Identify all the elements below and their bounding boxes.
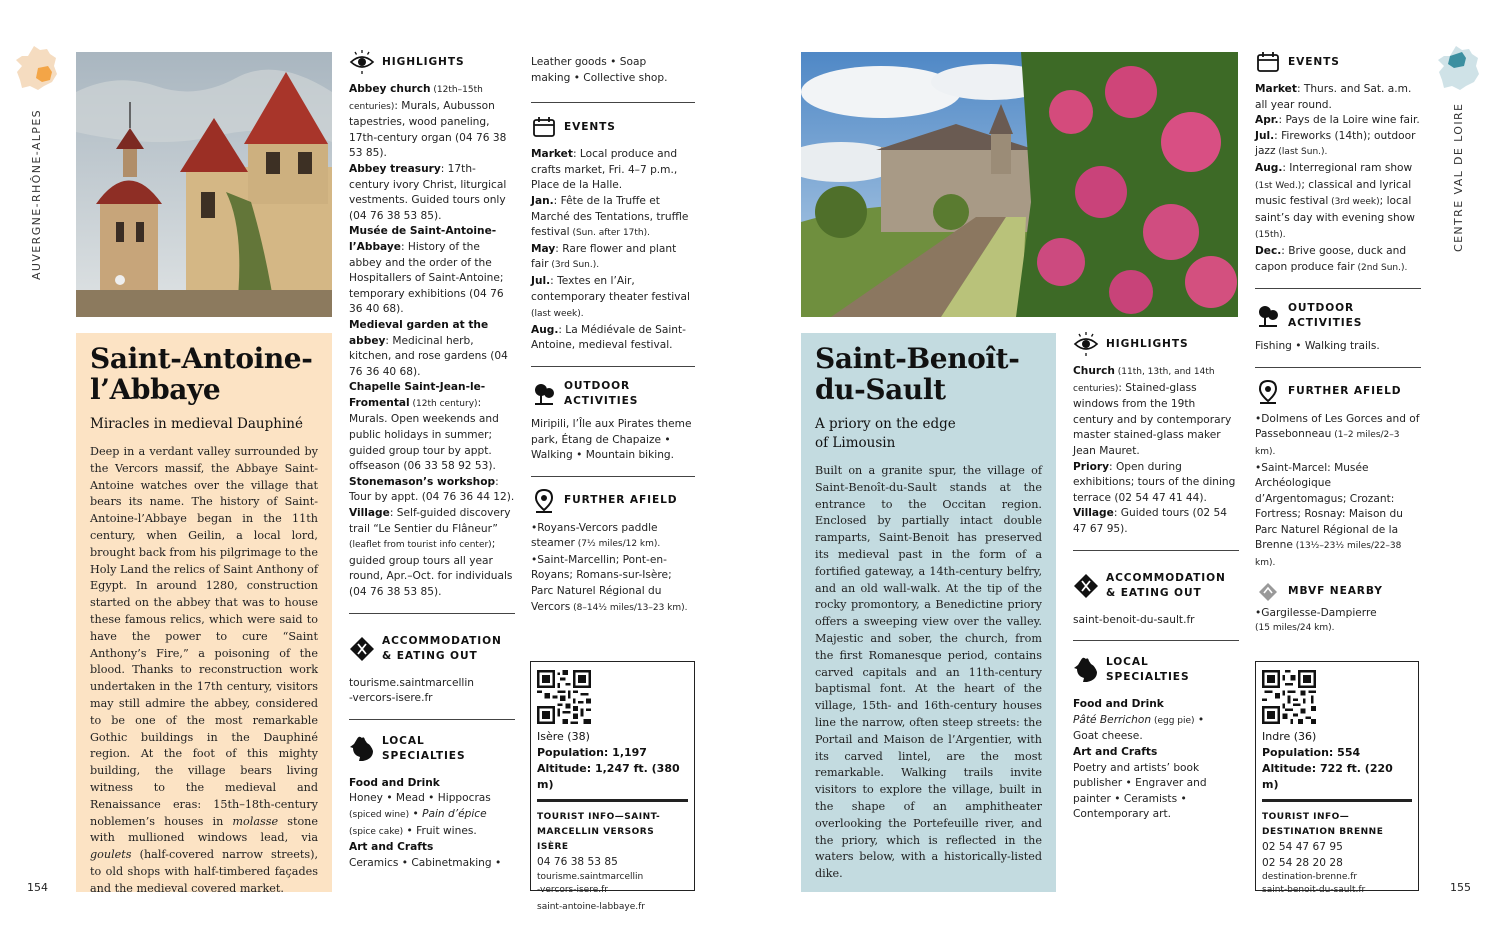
outdoor-section-left: OUTDOOR ACTIVITIES Miripili, l’Île aux Pirates theme park, Étang de Chapaize • Walking • Mountain biking.: [531, 379, 695, 477]
events-section-right: EVENTS Market: Thurs. and Sat. a.m. all year round. Apr.: Pays de la Loire wine fair. Jul.: Fireworks (14th); outdoor jazz (last Sun.). Aug.: Interregional ram show (1st Wed.); classical and lyrical music festival (3rd week); local saint’s day with evening show (15th). Dec.: Brive goose, duck and capon produce fair (2nd Sun.).: [1255, 50, 1421, 289]
event-item: Jan.: Fête de la Truffe et Marché des Tentations, truffle festival (Sun. after 17th).: [531, 194, 689, 239]
afield-section-left: FURTHER AFIELD •Royans-Vercors paddle steamer (7½ miles/12 km). •Saint-Marcellin; Pont-en-Royans; Romans-sur-Isère; Parc Naturel Régional du Vercors (8–14½ miles/13–23 km).: [531, 489, 695, 623]
info-altitude-left: Altitude: 1,247 ft. (380 m): [537, 762, 680, 791]
afield-item: •Dolmens of Les Gorces and of Passebonneau (1–2 miles/2–3 km).: [1255, 412, 1420, 457]
event-item: Market: Local produce and crafts market, Fri. 4–7 p.m., Place de la Halle.: [531, 148, 678, 192]
info-population-right: Population: 554: [1262, 746, 1361, 759]
accommodation-link-left[interactable]: tourisme.saintmarcellin -vercors-isere.fr: [349, 676, 475, 705]
page-number-left: 154: [27, 881, 48, 894]
tourist-phone-right: 02 54 47 67 95 02 54 28 20 28: [1262, 841, 1343, 869]
arts-continued-left: Leather goods • Soap making • Collective shop.: [531, 55, 695, 103]
event-item: Apr.: Pays de la Loire wine fair.: [1255, 114, 1420, 127]
fork-knife-icon: [1073, 574, 1099, 598]
food-heading-right: Food and Drink: [1073, 698, 1164, 711]
info-column-right-2: [1255, 50, 1421, 637]
accommodation-link-right[interactable]: saint-benoit-du-sault.fr: [1073, 613, 1195, 626]
calendar-icon: [1255, 50, 1281, 74]
afield-item: •Royans-Vercors paddle steamer (7½ miles/12 km).: [531, 521, 661, 550]
highlight-item: Abbey treasury: 17th-century ivory Christ, liturgical vestments. Guided tours only (04 76 38 53 85).: [349, 162, 507, 222]
afield-section-right: FURTHER AFIELD •Dolmens of Les Gorces and of Passebonneau (1–2 miles/2–3 km). •Saint-Marcel: Musée Archéologique d’Argentomagus; Crozant: Fortress; Rosnay: Maison du Parc Naturel Régional de la Brenne (13½–23½ miles/22–38 km).: [1255, 380, 1421, 576]
region-label-left: AUVERGNE-RHÔNE-ALPES: [30, 108, 43, 280]
food-list-left: Honey • Mead • Hippocras (spiced wine) • Pain d’épice (spice cake) • Fruit wines.: [349, 792, 491, 837]
arts-heading-left: Art and Crafts: [349, 841, 434, 854]
map-pin-icon: [531, 489, 557, 513]
event-item: Aug.: La Médiévale de Saint-Antoine, medieval festival.: [531, 323, 686, 352]
event-item: Jul.: Fireworks (14th); outdoor jazz (last Sun.).: [1255, 129, 1416, 158]
info-column-left-2: [531, 55, 695, 628]
specialties-section-left: LOCAL SPECIALTIES Food and Drink Honey • Mead • Hippocras (spiced wine) • Pain d’épice (spice cake) • Fruit wines. Art and Crafts Ceramics • Cabinetmaking •: [349, 732, 515, 884]
info-column-right-1: [1073, 332, 1239, 847]
outdoor-text-left: Miripili, l’Île aux Pirates theme park, Étang de Chapaize • Walking • Mountain biking.: [531, 417, 692, 462]
info-dept-right: Indre (36): [1262, 730, 1317, 743]
event-item: Jul.: Textes en l’Air, contemporary theater festival (last week).: [531, 274, 690, 320]
subtitle-left: Miracles in medieval Dauphiné: [90, 416, 303, 432]
tourist-web-left[interactable]: tourisme.saintmarcellin -vercors-isere.fr: [537, 871, 644, 895]
title-panel-right: [801, 333, 1056, 892]
qr-code-icon[interactable]: [537, 670, 591, 724]
rooster-icon: [1073, 658, 1099, 682]
event-item: Dec.: Brive goose, duck and capon produce fair (2nd Sun.).: [1255, 244, 1408, 273]
rooster-icon: [349, 737, 375, 761]
food-heading-left: Food and Drink: [349, 776, 440, 789]
nearby-section-right: MBVF NEARBY •Gargilesse-Dampierre (15 miles/24 km).: [1255, 580, 1421, 637]
outdoor-section-right: OUTDOOR ACTIVITIES Fishing • Walking trails.: [1255, 301, 1421, 368]
eye-icon: [349, 50, 375, 74]
map-pin-icon: [1255, 380, 1281, 404]
page-number-right: 155: [1450, 881, 1471, 894]
outdoor-activities-icon: [531, 382, 557, 406]
highlight-item: Stonemason’s workshop: Tour by appt. (04 76 36 44 12).: [349, 475, 515, 504]
highlight-item: Medieval garden at the abbey: Medicinal herb, kitchen, and rose gardens (04 76 36 40 68).: [349, 318, 508, 378]
highlight-item: Priory: Open during exhibitions; tours of the dining terrace (02 54 47 41 44).: [1073, 460, 1236, 504]
arts-list-right: Poetry and artists’ book publisher • Engraver and painter • Ceramists • Contemporary art.: [1073, 761, 1207, 821]
highlight-item: Village: Self-guided discovery trail “Le Sentier du Flâneur” (leaflet from tourist info center); guided group tours all year round, Apr.–Oct. for individuals (04 76 38 53 85).: [349, 507, 513, 598]
arts-heading-right: Art and Crafts: [1073, 745, 1158, 758]
info-box-left: [530, 661, 695, 912]
subtitle-right: A priory on the edge of Limousin: [815, 416, 956, 451]
page-title-left: Saint-Antoine- l’Abbaye: [90, 342, 313, 406]
tourist-office-right: TOURIST INFO— DESTINATION BRENNE: [1262, 812, 1384, 837]
france-map-icon: [14, 44, 60, 92]
info-column-left-1: [349, 50, 515, 895]
qr-code-icon[interactable]: [1262, 670, 1316, 724]
highlight-item: Musée de Saint-Antoine-l’Abbaye: History of the abbey and the order of the Hospitallers of Saint-Antoine; temporary exhibitions (04 76 36 40 68).: [349, 225, 504, 316]
info-dept-left: Isère (38): [537, 730, 590, 743]
accommodation-section-right: ACCOMMODATION & EATING OUT saint-benoit-du-sault.fr: [1073, 563, 1239, 642]
tourist-office-left: TOURIST INFO—SAINT- MARCELLIN VERSORS ISÈRE: [537, 812, 661, 852]
highlight-item: Chapelle Saint-Jean-le-Fromental (12th century): Murals. Open weekends and public holidays in summer; guided group tour by appt. offseason (06 33 58 92 53).: [349, 381, 499, 473]
intro-left: Deep in a verdant valley surrounded by the Vercors massif, the Abbaye Saint-Antoine watches over the village that bears its name. The history of Saint-Antoine-l’Abbaye began in the 11th century, when Geilin, a local lord, brought back from his pilgrimage to the Holy Land the relics of Saint Anthony of Egypt. In around 1280, construction started on the abbey that was to house these famous relics, which were said to have the power to cure “Saint Anthony’s Fire,” a poisoning of the blood. Thanks to reconstruction work undertaken in the 17th century, visitors may still admire the abbey, considered to be one of the most remarkable Gothic buildings in the Dauphiné region. At the foot of this mighty building, the village bears living witness to the medieval and Renaissance eras: 15th–18th-century noblemen’s houses in molasse stone with mullioned windows lead, via goulets (half-covered narrow streets), to old shops with half-timbered façades and the medieval covered market.: [90, 445, 318, 895]
tourist-phone-left: 04 76 38 53 85: [537, 856, 618, 868]
tourist-web-right[interactable]: destination-brenne.fr saint-benoit-du-sault.fr: [1262, 872, 1366, 895]
fork-knife-icon: [349, 637, 375, 661]
outdoor-activities-icon: [1255, 304, 1281, 328]
event-item: May: Rare flower and plant fair (3rd Sun.).: [531, 242, 677, 271]
intro-right: Built on a granite spur, the village of Saint-Benoît-du-Sault stands at the entrance to the Occitan region. Enclosed by partially intact double ramparts, Saint-Benoit has preserved its medieval past in the form of a fortified gateway, a 14th-century belfry, and an old wall-walk. At the tip of the rocky promontory, a Benedictine priory offers a sweeping view over the valley. Majestic and sober, the church, from the first Romanesque period, contains carved capitals and an 11th-century baptismal font. At the heart of the village, 15th- and 16th-century houses line the narrow, often steep streets: the Portail and Maison de l’Argentier, with its carved lintel, are the most remarkable. Walking trails invite visitors to explore the village, built in the shape of an amphitheater overlooking the Portefeuille river, and the priory, which is reflected in the waters below, with a historically-listed dike.: [815, 464, 1042, 881]
afield-item: •Saint-Marcel: Musée Archéologique d’Argentomagus; Crozant: Fortress; Rosnay: Maison du Parc Naturel Régional de la Brenne (13½–23½ miles/22–38 km).: [1255, 461, 1403, 569]
photo-saint-benoit: [801, 52, 1238, 317]
highlights-section-left: HIGHLIGHTS Abbey church (12th–15th centuries): Murals, Aubusson tapestries, wood paneling, 17th-century organ (04 76 38 53 85). Abbey treasury: 17th-century ivory Christ, liturgical vestments. Guided tours only (04 76 38 53 85). Musée de Saint-Antoine-l’Abbaye: History of the abbey and the order of the Hospitallers of Saint-Antoine; temporary exhibitions (04 76 36 40 68). Medieval garden at the abbey: Medicinal herb, kitchen, and rose gardens (04 76 36 40 68). Chapelle Saint-Jean-le-Fromental (12th century): Murals. Open weekends and public holidays in summer; guided group tour by appt. offseason (06 33 58 92 53). Stonemason’s workshop: Tour by appt. (04 76 36 44 12). Village: Self-guided discovery trail “Le Sentier du Flâneur” (leaflet from tourist info center); guided group tours all year round, Apr.–Oct. for individuals (04 76 38 53 85).: [349, 50, 515, 614]
afield-item: •Saint-Marcellin; Pont-en-Royans; Romans-sur-Isère; Parc Naturel Régional du Vercors (8–14½ miles/13–23 km).: [531, 553, 688, 613]
region-label-right: CENTRE VAL DE LOIRE: [1452, 102, 1465, 252]
france-map-icon: [1436, 44, 1482, 92]
accommodation-section-left: ACCOMMODATION & EATING OUT tourisme.saintmarcellin -vercors-isere.fr: [349, 626, 515, 720]
highlight-item: Village: Guided tours (02 54 47 67 95).: [1073, 507, 1228, 535]
highlight-item: Abbey church (12th–15th centuries): Murals, Aubusson tapestries, wood paneling, 17th-century organ (04 76 38 53 85).: [349, 83, 507, 160]
event-item: Market: Thurs. and Sat. a.m. all year round.: [1255, 83, 1412, 111]
info-box-right: [1255, 661, 1419, 895]
outdoor-text-right: Fishing • Walking trails.: [1255, 340, 1380, 353]
eye-icon: [1073, 332, 1099, 356]
info-population-left: Population: 1,197: [537, 746, 647, 759]
village-web-left[interactable]: saint-antoine-labbaye.fr: [537, 901, 645, 912]
info-altitude-right: Altitude: 722 ft. (220 m): [1262, 762, 1393, 791]
photo-saint-antoine: [76, 52, 332, 317]
calendar-icon: [531, 115, 557, 139]
mbvf-logo-icon: [1255, 580, 1281, 604]
title-panel-left: [76, 333, 332, 895]
events-section-left: EVENTS Market: Local produce and crafts market, Fri. 4–7 p.m., Place de la Halle. Jan.: Fête de la Truffe et Marché des Tentations, truffle festival (Sun. after 17th). May: Rare flower and plant fair (3rd Sun.). Jul.: Textes en l’Air, contemporary theater festival (last week). Aug.: La Médiévale de Saint-Antoine, medieval festival.: [531, 115, 695, 367]
highlight-item: Church (11th, 13th, and 14th centuries): Stained-glass windows from the 19th century and by contemporary master stained-glass maker Jean Mauret.: [1073, 365, 1232, 457]
page-title-right: Saint-Benoît- du-Sault: [815, 342, 1020, 406]
specialties-section-right: LOCAL SPECIALTIES Food and Drink Pâté Berrichon (egg pie) • Goat cheese. Art and Crafts Poetry and artists’ book publisher • Engraver and painter • Ceramists • Contemporary art.: [1073, 653, 1239, 835]
event-item: Aug.: Interregional ram show (1st Wed.); classical and lyrical music festival (3rd week); local saint’s day with evening show (15th).: [1255, 161, 1415, 241]
highlights-section-right: HIGHLIGHTS Church (11th, 13th, and 14th centuries): Stained-glass windows from the 19th century and by contemporary master stained-glass maker Jean Mauret. Priory: Open during exhibitions; tours of the dining terrace (02 54 47 41 44). Village: Guided tours (02 54 47 67 95).: [1073, 332, 1239, 551]
food-list-right: Pâté Berrichon (egg pie) • Goat cheese.: [1073, 713, 1205, 743]
arts-list-left: Ceramics • Cabinetmaking •: [349, 856, 502, 869]
